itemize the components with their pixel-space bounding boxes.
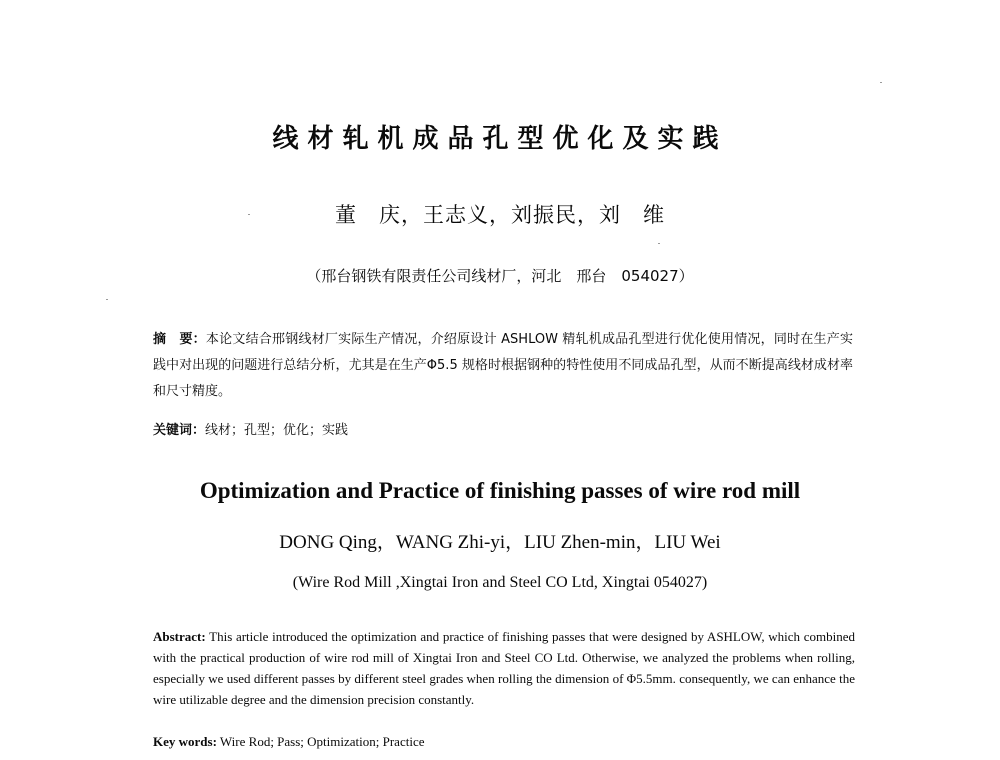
scan-speck xyxy=(880,82,882,83)
english-authors: DONG Qing，WANG Zhi-yi，LIU Zhen-min，LIU Wei xyxy=(279,532,721,553)
scan-speck xyxy=(106,299,108,300)
chinese-title: 线材轧机成品孔型优化及实践 xyxy=(272,124,728,154)
english-keywords-text: Wire Rod; Pass; Optimization; Practice xyxy=(216,734,425,749)
chinese-affiliation: （邢台钢铁有限责任公司线材厂，河北 邢台 054027） xyxy=(306,267,694,285)
chinese-keywords xyxy=(153,418,853,444)
chinese-abstract xyxy=(153,327,853,405)
chinese-keywords-text: 线材；孔型；优化；实践 xyxy=(205,423,349,438)
english-abstract-text: This article introduced the optimization and practice of finishing passes that were designed by ASHLOW, which combined with the practical production of wire rod mill of Xingtai Iron and Steel CO Ltd. Otherwise, we analyzed the problems when rolling, especially we used different passes by different steel grades when rolling the dimension of Φ5.5mm. consequently, we can enhance the wire utilizable degree and the dimension precision constantly. xyxy=(153,629,855,707)
english-keywords-label: Key words: xyxy=(153,734,217,749)
english-affiliation: (Wire Rod Mill ,Xingtai Iron and Steel CO Ltd, Xingtai 054027) xyxy=(292,574,708,591)
english-keywords xyxy=(153,731,855,752)
english-abstract xyxy=(153,626,855,710)
chinese-keywords-label: 关键词： xyxy=(153,423,206,438)
english-title: Optimization and Practice of finishing passes of wire rod mill xyxy=(199,478,801,503)
chinese-authors: 董 庆，王志义，刘振民，刘 维 xyxy=(335,203,665,227)
scan-speck xyxy=(248,214,250,215)
english-abstract-label: Abstract: xyxy=(153,629,206,644)
scan-speck xyxy=(658,243,660,244)
chinese-abstract-text: 本论文结合邢钢线材厂实际生产情况，介绍原设计 ASHLOW 精轧机成品孔型进行优化使用情况，同时在生产实践中对出现的问题进行总结分析，尤其是在生产Φ5.5 规格时根据钢种的特性使用不同成品孔型，从而不断提高线材成材率和尺寸精度。 xyxy=(153,332,853,399)
chinese-abstract-label: 摘 要： xyxy=(153,332,206,347)
